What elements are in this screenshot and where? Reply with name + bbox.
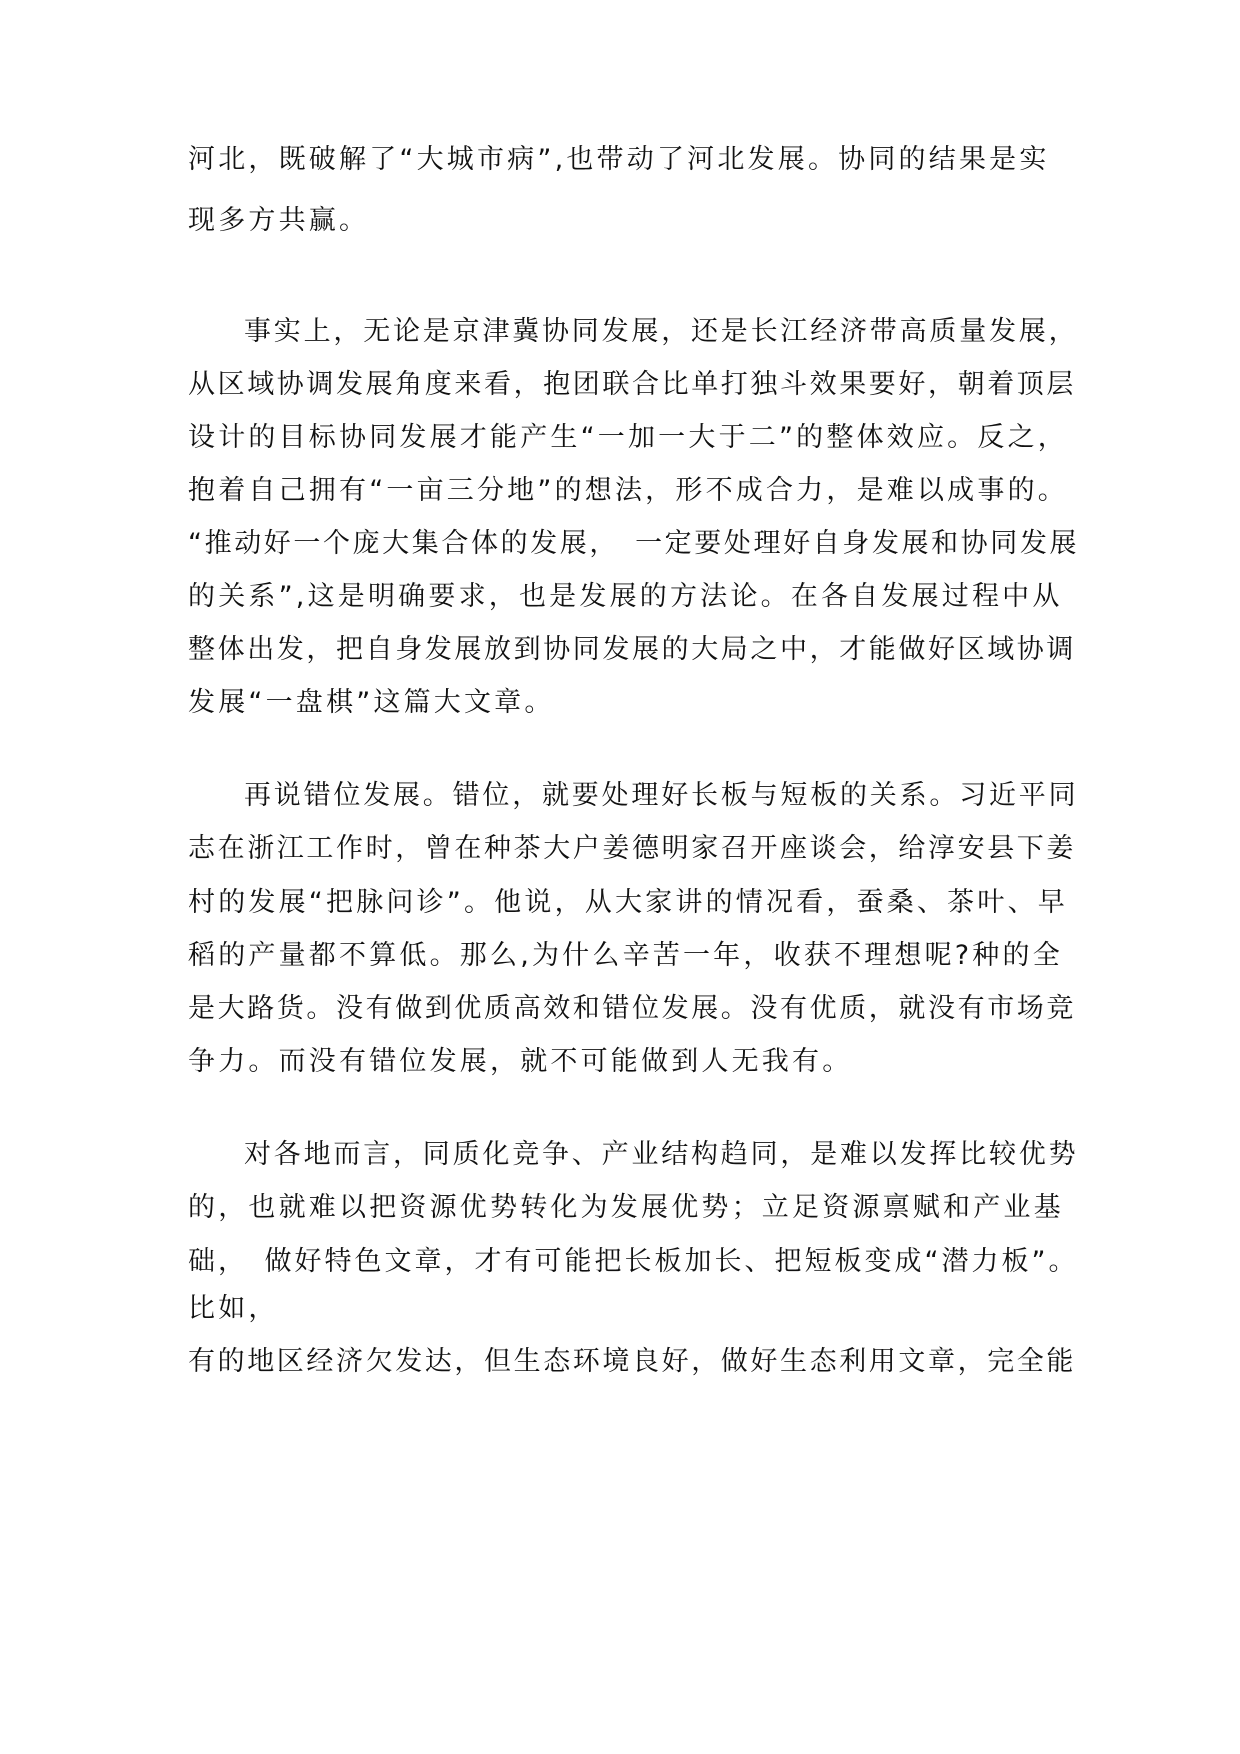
text-line: 是大路货。没有做到优质高效和错位发展。没有优质，就没有市场竞 [188,993,1076,1024]
text-line: 事实上，无论是京津冀协同发展，还是长江经济带高质量发展， [244,316,1079,347]
text-line: 现多方共赢。 [188,205,370,236]
text-line: 再说错位发展。错位，就要处理好长板与短板的关系。习近平同 [244,780,1079,811]
text-line: 稻的产量都不算低。那么,为什么辛苦一年，收获不理想呢?种的全 [188,940,1063,971]
text-line: 有的地区经济欠发达，但生态环境良好，做好生态利用文章，完全能 [188,1346,1076,1377]
text-line: 比如， [188,1293,279,1324]
text-line: 抱着自己拥有“一亩三分地”的想法，形不成合力，是难以成事的。 [188,475,1068,506]
text-line: 争力。而没有错位发展，就不可能做到人无我有。 [188,1046,853,1077]
text-line: 整体出发，把自身发展放到协同发展的大局之中，才能做好区域协调 [188,634,1076,665]
text-line: 的关系”,这是明确要求，也是发展的方法论。在各自发展过程中从 [188,581,1063,612]
text-line: 的，也就难以把资源优势转化为发展优势；立足资源禀赋和产业基 [188,1192,1064,1223]
text-line: 志在浙江工作时，曾在种茶大户姜德明家召开座谈会，给淳安县下姜 [188,833,1076,864]
text-line: 设计的目标协同发展才能产生“一加一大于二”的整体效应。反之， [188,422,1068,453]
text-line: “推动好一个庞大集合体的发展， 一定要处理好自身发展和协同发展 [188,528,1080,559]
text-line: 础， 做好特色文章，才有可能把长板加长、把短板变成“潜力板”。 [188,1246,1079,1277]
text-line: 发展“一盘棋”这篇大文章。 [188,687,555,718]
text-line: 河北，既破解了“大城市病”,也带动了河北发展。协同的结果是实 [188,144,1050,175]
text-line: 对各地而言，同质化竞争、产业结构趋同，是难以发挥比较优势 [244,1139,1079,1170]
text-line: 从区域协调发展角度来看，抱团联合比单打独斗效果要好，朝着顶层 [188,369,1076,400]
text-line: 村的发展“把脉问诊”。他说，从大家讲的情况看，蚕桑、茶叶、早 [188,887,1068,918]
